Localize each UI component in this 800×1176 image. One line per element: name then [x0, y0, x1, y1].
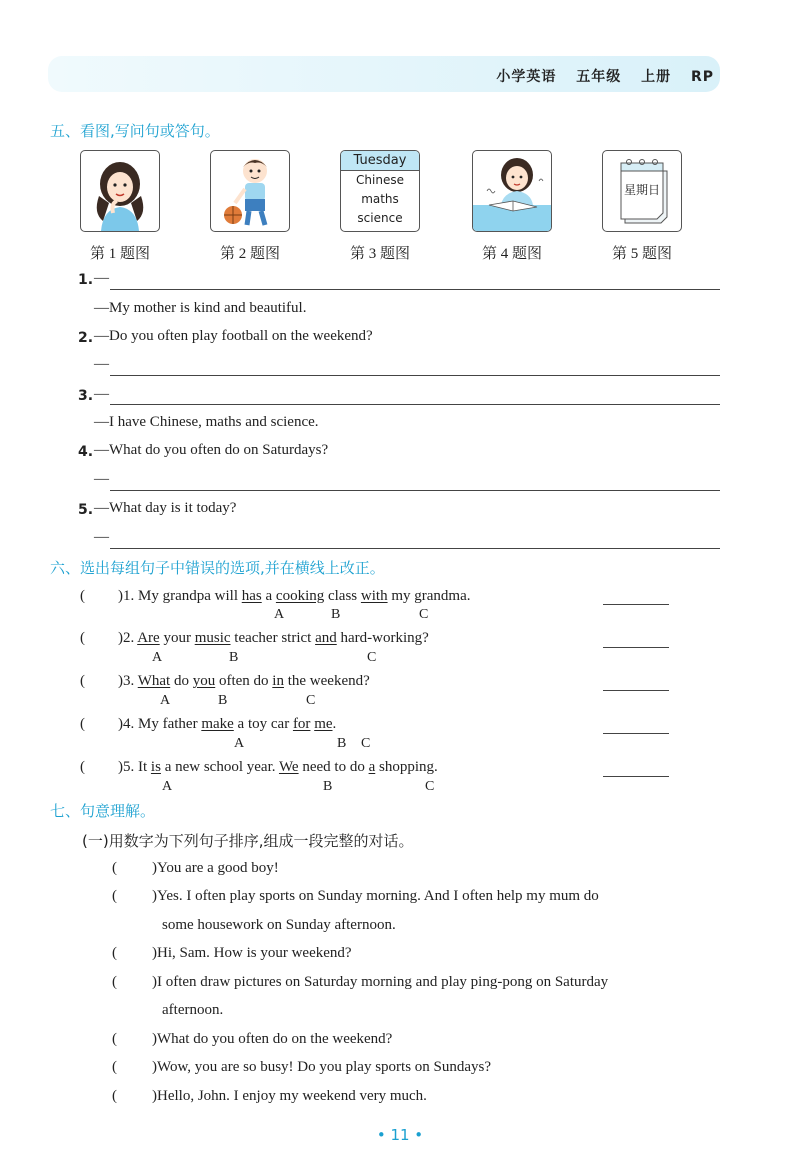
s6-item1-label-c: C [419, 607, 429, 622]
s7-item4-text: )I often draw pictures on Saturday morning and play ping-pong on Saturday [152, 974, 609, 990]
q3-line2: —I have Chinese, maths and science. [94, 414, 319, 430]
q4-line2: — [94, 471, 109, 487]
s6-item3-option-b: you [192, 673, 216, 689]
s6-item2-sentence: )2. Are your music teacher strict and hard-working? [118, 630, 429, 646]
s6-item1-label-b: B [331, 607, 341, 622]
s7-item1-paren[interactable]: ( [112, 860, 117, 876]
q5-answer-line[interactable] [110, 548, 720, 549]
s6-item1-option-b: cooking [275, 588, 325, 604]
q1-line1: — [94, 270, 109, 286]
s6-item3-label-a: A [160, 693, 171, 708]
s6-item4-option-c: me [314, 716, 333, 732]
s6-item2-label-a: A [152, 650, 163, 665]
calendar-text: 星期日 [623, 183, 660, 197]
caption-3: 第 3 题图 [349, 246, 410, 262]
q3-number: 3. [78, 388, 94, 404]
s6-item4-label-c: C [361, 736, 371, 751]
s6-item4-sentence: )4. My father make a toy car for me. [118, 716, 337, 732]
s6-item3-label-b: B [218, 693, 228, 708]
q2-number: 2. [78, 330, 94, 346]
s7-item4-paren[interactable]: ( [112, 974, 117, 990]
s6-item2-paren[interactable]: ( [80, 630, 85, 646]
s6-item5-correction-blank[interactable] [603, 776, 669, 777]
s6-item2-option-b: music [194, 630, 231, 646]
page-number: • 11 • [376, 1126, 424, 1144]
section7-subtitle: (一)用数字为下列句子排序,组成一段完整的对话。 [82, 832, 414, 850]
s6-item1-option-a: has [241, 588, 262, 604]
header-volume: 上册 [641, 69, 672, 85]
s7-item5-paren[interactable]: ( [112, 1031, 117, 1047]
s7-item6-text: )Wow, you are so busy! Do you play sports on Sundays? [152, 1059, 492, 1075]
s7-item3-text: )Hi, Sam. How is your weekend? [152, 945, 352, 961]
s6-item2-option-a: Are [137, 630, 160, 646]
s6-item1-correction-blank[interactable] [603, 604, 669, 605]
s7-item4-text-cont: afternoon. [162, 1002, 224, 1018]
s7-item6-paren[interactable]: ( [112, 1059, 117, 1075]
s6-item3-sentence: )3. What do you often do in the weekend? [118, 673, 370, 689]
s6-item1-option-c: with [360, 588, 388, 604]
caption-1: 第 1 题图 [89, 246, 150, 262]
schedule-subject-2: maths [361, 192, 399, 206]
caption-5: 第 5 题图 [611, 246, 672, 262]
s6-item3-option-c: in [272, 673, 284, 689]
caption-2: 第 2 题图 [219, 246, 280, 262]
header-subject: 小学英语 [496, 69, 557, 85]
s6-item5-label-c: C [425, 779, 435, 794]
book-header [482, 66, 714, 86]
s6-item5-label-b: B [323, 779, 333, 794]
q2-line1: —Do you often play football on the weekend? [94, 328, 373, 344]
q3-line1: — [94, 386, 109, 402]
s7-item2-text: )Yes. I often play sports on Sunday morning. And I often help my mum do [152, 888, 599, 904]
s6-item5-label-a: A [162, 779, 173, 794]
caption-4: 第 4 题图 [481, 246, 542, 262]
s6-item5-option-c: a [368, 759, 376, 775]
s6-item4-label-b: B [337, 736, 347, 751]
schedule-day: Tuesday [341, 151, 419, 171]
picture-4-girl-reading [472, 150, 552, 232]
q1-answer-line[interactable] [110, 289, 720, 290]
s7-item3-paren[interactable]: ( [112, 945, 117, 961]
schedule-subject-1: Chinese [356, 173, 404, 187]
s7-item2-paren[interactable]: ( [112, 888, 117, 904]
q4-answer-line[interactable] [110, 490, 720, 491]
s7-item2-text-cont: some housework on Sunday afternoon. [162, 917, 396, 933]
s6-item1-label-a: A [274, 607, 285, 622]
s7-item7-text: )Hello, John. I enjoy my weekend very much. [152, 1088, 427, 1104]
s6-item4-option-b: for [292, 716, 311, 732]
q3-answer-line[interactable] [110, 404, 720, 405]
section5-title: 五、看图,写问句或答句。 [50, 122, 220, 140]
q2-answer-line[interactable] [110, 375, 720, 376]
q5-number: 5. [78, 502, 94, 518]
s6-item2-label-c: C [367, 650, 377, 665]
s6-item4-option-a: make [201, 716, 234, 732]
s6-item3-label-c: C [306, 693, 316, 708]
s6-item3-correction-blank[interactable] [603, 690, 669, 691]
s6-item4-correction-blank[interactable] [603, 733, 669, 734]
q5-line2: — [94, 529, 109, 545]
picture-3-schedule [340, 150, 420, 232]
q1-line2: —My mother is kind and beautiful. [94, 300, 307, 316]
q1-number: 1. [78, 272, 94, 288]
s6-item1-sentence: )1. My grandpa will has a cooking class with my grandma. [118, 588, 471, 604]
header-edition: RP [690, 69, 714, 85]
section6-title: 六、选出每组句子中错误的选项,并在横线上改正。 [50, 559, 385, 577]
q4-line1: —What do you often do on Saturdays? [94, 442, 329, 458]
q4-number: 4. [78, 444, 94, 460]
s6-item5-option-a: is [150, 759, 161, 775]
section7-title: 七、句意理解。 [50, 802, 156, 820]
s6-item2-correction-blank[interactable] [603, 647, 669, 648]
s6-item5-sentence: )5. It is a new school year. We need to do a shopping. [118, 759, 438, 775]
s7-item7-paren[interactable]: ( [112, 1088, 117, 1104]
s7-item1-text: )You are a good boy! [152, 860, 279, 876]
s6-item5-paren[interactable]: ( [80, 759, 85, 775]
s6-item2-label-b: B [229, 650, 239, 665]
picture-5-calendar [602, 150, 682, 232]
s6-item4-label-a: A [234, 736, 245, 751]
q2-line2: — [94, 356, 109, 372]
s6-item3-paren[interactable]: ( [80, 673, 85, 689]
s6-item2-option-c: and [315, 630, 337, 646]
s6-item5-option-b: We [278, 759, 299, 775]
s6-item3-option-a: What [137, 673, 171, 689]
s6-item1-paren[interactable]: ( [80, 588, 85, 604]
picture-2-boy-basketball [210, 150, 290, 232]
q5-line1: —What day is it today? [94, 500, 237, 516]
schedule-subject-3: science [357, 211, 403, 225]
picture-1-woman [80, 150, 160, 232]
s7-item5-text: )What do you often do on the weekend? [152, 1031, 393, 1047]
header-grade: 五年级 [576, 69, 622, 85]
s6-item4-paren[interactable]: ( [80, 716, 85, 732]
